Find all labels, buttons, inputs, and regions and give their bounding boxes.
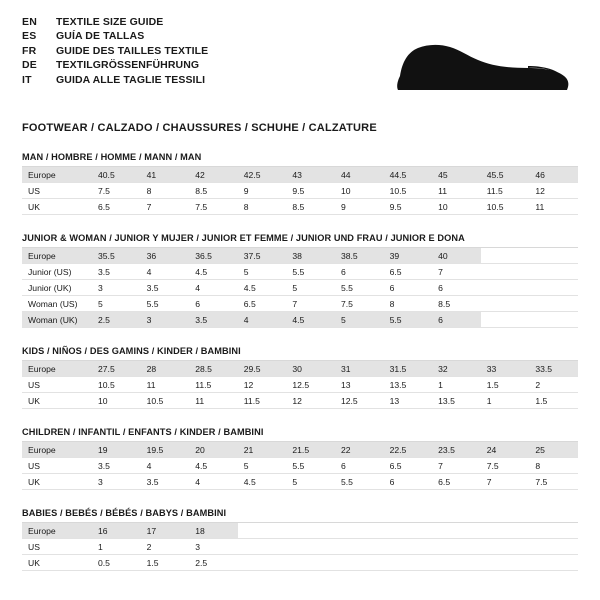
size-cell: 4.5 bbox=[238, 280, 287, 296]
size-group-title: BABIES / BEBÉS / BÉBÉS / BABYS / BAMBINI bbox=[22, 508, 578, 523]
size-cell: 11 bbox=[189, 393, 238, 409]
empty-cell bbox=[481, 523, 530, 539]
size-cell: 5 bbox=[238, 264, 287, 280]
size-cell: 36.5 bbox=[189, 248, 238, 264]
size-group-title: JUNIOR & WOMAN / JUNIOR Y MUJER / JUNIOR ET FEMME / JUNIOR UND FRAU / JUNIOR E DONA bbox=[22, 233, 578, 248]
empty-cell bbox=[481, 539, 530, 555]
empty-cell bbox=[529, 312, 578, 328]
size-cell: 4.5 bbox=[286, 312, 335, 328]
size-cell: 3.5 bbox=[189, 312, 238, 328]
size-cell: 3 bbox=[141, 312, 190, 328]
size-cell: 8 bbox=[141, 183, 190, 199]
empty-cell bbox=[529, 296, 578, 312]
size-cell: 10.5 bbox=[384, 183, 433, 199]
size-cell: 7 bbox=[432, 264, 481, 280]
size-cell: 13 bbox=[384, 393, 433, 409]
size-cell: 11.5 bbox=[238, 393, 287, 409]
empty-cell bbox=[529, 539, 578, 555]
size-cell: 5.5 bbox=[384, 312, 433, 328]
size-cell: 2 bbox=[141, 539, 190, 555]
size-cell: 30 bbox=[286, 361, 335, 377]
size-table bbox=[22, 361, 578, 409]
row-label: Woman (UK) bbox=[22, 312, 92, 328]
table-row bbox=[22, 280, 578, 296]
size-cell: 5 bbox=[335, 312, 384, 328]
size-cell: 2 bbox=[529, 377, 578, 393]
language-code: FR bbox=[22, 44, 37, 57]
row-label: Europe bbox=[22, 248, 92, 264]
size-cell: 4 bbox=[238, 312, 287, 328]
size-cell: 6 bbox=[432, 312, 481, 328]
empty-cell bbox=[432, 539, 481, 555]
size-cell: 7 bbox=[432, 458, 481, 474]
language-code: ES bbox=[22, 30, 37, 43]
empty-cell bbox=[335, 523, 384, 539]
size-cell: 21 bbox=[238, 442, 287, 458]
size-cell: 1.5 bbox=[481, 377, 530, 393]
size-cell: 12 bbox=[238, 377, 287, 393]
size-cell: 12.5 bbox=[335, 393, 384, 409]
size-group-title: KIDS / NIÑOS / DES GAMINS / KINDER / BAMBINI bbox=[22, 346, 578, 361]
empty-cell bbox=[286, 523, 335, 539]
row-label: Europe bbox=[22, 523, 92, 539]
empty-cell bbox=[481, 296, 530, 312]
size-cell: 2.5 bbox=[189, 555, 238, 571]
size-group bbox=[22, 427, 578, 490]
size-cell: 5 bbox=[286, 474, 335, 490]
size-cell: 11 bbox=[432, 183, 481, 199]
size-cell: 6.5 bbox=[92, 199, 141, 215]
empty-cell bbox=[481, 312, 530, 328]
size-cell: 17 bbox=[141, 523, 190, 539]
size-cell: 6.5 bbox=[384, 458, 433, 474]
size-cell: 23.5 bbox=[432, 442, 481, 458]
size-group bbox=[22, 346, 578, 409]
empty-cell bbox=[384, 555, 433, 571]
empty-cell bbox=[384, 523, 433, 539]
size-cell: 42.5 bbox=[238, 167, 287, 183]
size-cell: 10 bbox=[432, 199, 481, 215]
size-cell: 42 bbox=[189, 167, 238, 183]
language-row bbox=[22, 74, 208, 88]
size-cell: 36 bbox=[141, 248, 190, 264]
language-row bbox=[22, 30, 208, 44]
size-cell: 11.5 bbox=[481, 183, 530, 199]
table-row bbox=[22, 264, 578, 280]
size-cell: 41 bbox=[141, 167, 190, 183]
row-label: Europe bbox=[22, 361, 92, 377]
table-row bbox=[22, 442, 578, 458]
table-row bbox=[22, 167, 578, 183]
size-cell: 5.5 bbox=[335, 474, 384, 490]
size-table bbox=[22, 442, 578, 490]
empty-cell bbox=[481, 264, 530, 280]
size-cell: 11.5 bbox=[189, 377, 238, 393]
empty-cell bbox=[481, 555, 530, 571]
size-cell: 10 bbox=[92, 393, 141, 409]
table-row bbox=[22, 458, 578, 474]
size-cell: 4.5 bbox=[238, 474, 287, 490]
size-cell: 22.5 bbox=[384, 442, 433, 458]
dress-shoe-icon bbox=[388, 30, 574, 100]
row-label: UK bbox=[22, 199, 92, 215]
size-cell: 1.5 bbox=[529, 393, 578, 409]
size-cell: 28.5 bbox=[189, 361, 238, 377]
language-row bbox=[22, 45, 208, 59]
table-row bbox=[22, 555, 578, 571]
size-cell: 3.5 bbox=[92, 264, 141, 280]
size-cell: 3 bbox=[92, 474, 141, 490]
empty-cell bbox=[529, 555, 578, 571]
row-label: UK bbox=[22, 474, 92, 490]
size-cell: 1 bbox=[92, 539, 141, 555]
size-cell: 6 bbox=[335, 458, 384, 474]
size-cell: 6 bbox=[335, 264, 384, 280]
empty-cell bbox=[335, 555, 384, 571]
footwear-category-title: FOOTWEAR / CALZADO / CHAUSSURES / SCHUHE / CALZATURE bbox=[22, 122, 377, 134]
size-cell: 27.5 bbox=[92, 361, 141, 377]
size-cell: 3 bbox=[92, 280, 141, 296]
size-cell: 33.5 bbox=[529, 361, 578, 377]
size-cell: 11 bbox=[529, 199, 578, 215]
row-label: US bbox=[22, 539, 92, 555]
document-header bbox=[22, 16, 578, 108]
size-group-title: CHILDREN / INFANTIL / ENFANTS / KINDER / BAMBINI bbox=[22, 427, 578, 442]
size-cell: 19 bbox=[92, 442, 141, 458]
empty-cell bbox=[432, 523, 481, 539]
size-cell: 5.5 bbox=[141, 296, 190, 312]
language-title-list bbox=[22, 16, 208, 88]
table-row bbox=[22, 377, 578, 393]
size-cell: 13 bbox=[335, 377, 384, 393]
size-cell: 22 bbox=[335, 442, 384, 458]
row-label: Junior (US) bbox=[22, 264, 92, 280]
table-row bbox=[22, 312, 578, 328]
size-cell: 5.5 bbox=[286, 264, 335, 280]
size-cell: 7 bbox=[286, 296, 335, 312]
size-cell: 7.5 bbox=[481, 458, 530, 474]
size-cell: 5 bbox=[286, 280, 335, 296]
size-cell: 1 bbox=[481, 393, 530, 409]
size-table bbox=[22, 523, 578, 571]
empty-cell bbox=[286, 539, 335, 555]
size-cell: 38.5 bbox=[335, 248, 384, 264]
size-cell: 29.5 bbox=[238, 361, 287, 377]
size-cell: 40.5 bbox=[92, 167, 141, 183]
size-group bbox=[22, 233, 578, 328]
size-cell: 4 bbox=[141, 458, 190, 474]
language-code: EN bbox=[22, 16, 37, 28]
size-cell: 10.5 bbox=[141, 393, 190, 409]
size-cell: 20 bbox=[189, 442, 238, 458]
size-cell: 6 bbox=[189, 296, 238, 312]
size-cell: 38 bbox=[286, 248, 335, 264]
size-table bbox=[22, 248, 578, 328]
size-cell: 5 bbox=[92, 296, 141, 312]
size-cell: 4.5 bbox=[189, 264, 238, 280]
empty-cell bbox=[481, 248, 530, 264]
language-code: IT bbox=[22, 73, 32, 86]
size-cell: 3.5 bbox=[92, 458, 141, 474]
size-cell: 18 bbox=[189, 523, 238, 539]
size-cell: 6.5 bbox=[238, 296, 287, 312]
size-cell: 6.5 bbox=[432, 474, 481, 490]
empty-cell bbox=[529, 280, 578, 296]
size-cell: 19.5 bbox=[141, 442, 190, 458]
size-cell: 13.5 bbox=[432, 393, 481, 409]
size-cell: 16 bbox=[92, 523, 141, 539]
size-cell: 0.5 bbox=[92, 555, 141, 571]
empty-cell bbox=[238, 523, 287, 539]
size-cell: 5 bbox=[238, 458, 287, 474]
size-cell: 6 bbox=[432, 280, 481, 296]
size-cell: 3.5 bbox=[141, 280, 190, 296]
size-cell: 8.5 bbox=[189, 183, 238, 199]
size-cell: 9 bbox=[238, 183, 287, 199]
empty-cell bbox=[481, 280, 530, 296]
size-cell: 9 bbox=[335, 199, 384, 215]
table-row bbox=[22, 393, 578, 409]
table-row bbox=[22, 523, 578, 539]
size-tables-container bbox=[22, 152, 578, 571]
size-cell: 8.5 bbox=[432, 296, 481, 312]
size-cell: 4 bbox=[189, 280, 238, 296]
size-cell: 12 bbox=[286, 393, 335, 409]
size-cell: 6 bbox=[384, 474, 433, 490]
size-cell: 4 bbox=[141, 264, 190, 280]
size-cell: 21.5 bbox=[286, 442, 335, 458]
table-row bbox=[22, 361, 578, 377]
row-label: Europe bbox=[22, 442, 92, 458]
empty-cell bbox=[238, 555, 287, 571]
empty-cell bbox=[529, 248, 578, 264]
row-label: US bbox=[22, 377, 92, 393]
size-cell: 6 bbox=[384, 280, 433, 296]
size-cell: 2.5 bbox=[92, 312, 141, 328]
empty-cell bbox=[286, 555, 335, 571]
size-cell: 32 bbox=[432, 361, 481, 377]
size-table bbox=[22, 167, 578, 215]
size-cell: 10 bbox=[335, 183, 384, 199]
table-row bbox=[22, 183, 578, 199]
size-cell: 3.5 bbox=[141, 474, 190, 490]
size-cell: 7.5 bbox=[529, 474, 578, 490]
language-guide-title: TEXTILE SIZE GUIDE bbox=[56, 16, 164, 28]
size-cell: 13.5 bbox=[384, 377, 433, 393]
size-cell: 12.5 bbox=[286, 377, 335, 393]
size-cell: 31 bbox=[335, 361, 384, 377]
size-cell: 31.5 bbox=[384, 361, 433, 377]
row-label: UK bbox=[22, 393, 92, 409]
size-cell: 44 bbox=[335, 167, 384, 183]
size-cell: 33 bbox=[481, 361, 530, 377]
size-cell: 7 bbox=[481, 474, 530, 490]
size-cell: 24 bbox=[481, 442, 530, 458]
size-cell: 44.5 bbox=[384, 167, 433, 183]
size-cell: 8 bbox=[529, 458, 578, 474]
language-guide-title: TEXTILGRÖSSENFÜHRUNG bbox=[56, 59, 200, 72]
size-cell: 3 bbox=[189, 539, 238, 555]
size-cell: 4 bbox=[189, 474, 238, 490]
size-group bbox=[22, 152, 578, 215]
size-cell: 8.5 bbox=[286, 199, 335, 215]
size-cell: 7.5 bbox=[92, 183, 141, 199]
size-cell: 6.5 bbox=[384, 264, 433, 280]
size-cell: 28 bbox=[141, 361, 190, 377]
empty-cell bbox=[529, 264, 578, 280]
row-label: Junior (UK) bbox=[22, 280, 92, 296]
size-cell: 45.5 bbox=[481, 167, 530, 183]
size-cell: 10.5 bbox=[481, 199, 530, 215]
row-label: US bbox=[22, 183, 92, 199]
row-label: US bbox=[22, 458, 92, 474]
size-cell: 43 bbox=[286, 167, 335, 183]
language-guide-title: GUIDA ALLE TAGLIE TESSILI bbox=[56, 73, 206, 86]
size-group-title: MAN / HOMBRE / HOMME / MANN / MAN bbox=[22, 152, 578, 167]
row-label: Europe bbox=[22, 167, 92, 183]
empty-cell bbox=[335, 539, 384, 555]
language-row bbox=[22, 59, 208, 73]
size-cell: 12 bbox=[529, 183, 578, 199]
size-cell: 1.5 bbox=[141, 555, 190, 571]
size-cell: 11 bbox=[141, 377, 190, 393]
size-cell: 40 bbox=[432, 248, 481, 264]
language-title-list-body bbox=[22, 16, 208, 88]
language-code: DE bbox=[22, 59, 37, 72]
size-cell: 1 bbox=[432, 377, 481, 393]
size-cell: 35.5 bbox=[92, 248, 141, 264]
size-cell: 25 bbox=[529, 442, 578, 458]
row-label: UK bbox=[22, 555, 92, 571]
size-cell: 9.5 bbox=[384, 199, 433, 215]
table-row bbox=[22, 539, 578, 555]
row-label: Woman (US) bbox=[22, 296, 92, 312]
size-cell: 5.5 bbox=[286, 458, 335, 474]
language-guide-title: GUIDE DES TAILLES TEXTILE bbox=[56, 44, 209, 57]
size-cell: 7.5 bbox=[189, 199, 238, 215]
size-cell: 8 bbox=[384, 296, 433, 312]
size-cell: 4.5 bbox=[189, 458, 238, 474]
size-group bbox=[22, 508, 578, 571]
table-row bbox=[22, 199, 578, 215]
language-guide-title: GUÍA DE TALLAS bbox=[56, 30, 145, 43]
size-cell: 39 bbox=[384, 248, 433, 264]
table-row bbox=[22, 248, 578, 264]
empty-cell bbox=[529, 523, 578, 539]
empty-cell bbox=[238, 539, 287, 555]
size-cell: 5.5 bbox=[335, 280, 384, 296]
size-cell: 45 bbox=[432, 167, 481, 183]
language-row bbox=[22, 16, 208, 30]
table-row bbox=[22, 296, 578, 312]
empty-cell bbox=[432, 555, 481, 571]
size-cell: 7 bbox=[141, 199, 190, 215]
size-cell: 8 bbox=[238, 199, 287, 215]
table-row bbox=[22, 474, 578, 490]
size-cell: 7.5 bbox=[335, 296, 384, 312]
size-cell: 46 bbox=[529, 167, 578, 183]
size-cell: 37.5 bbox=[238, 248, 287, 264]
size-cell: 9.5 bbox=[286, 183, 335, 199]
size-cell: 10.5 bbox=[92, 377, 141, 393]
empty-cell bbox=[384, 539, 433, 555]
